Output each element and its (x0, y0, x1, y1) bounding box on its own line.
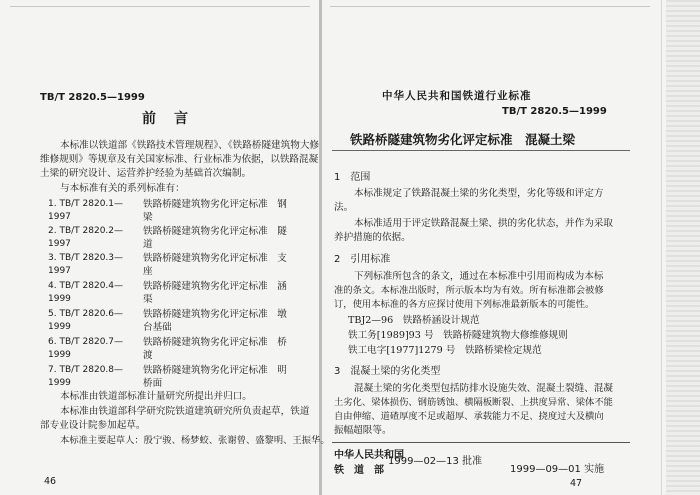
s1-p2-line2: 养护措施的依据。 (334, 232, 411, 243)
left-page (0, 0, 330, 495)
footer-org-line1: 中华人民共和国 (334, 450, 404, 461)
series-item-text: 铁路桥隧建筑物劣化评定标准 桥渡 (143, 337, 287, 361)
standard-title: 铁路桥隧建筑物劣化评定标准 混凝土梁 (350, 132, 576, 147)
series-item-no: 7. TB/T 2820.8—1999 (48, 365, 124, 388)
s3-p1-line4: 振幅超限等。 (334, 425, 392, 436)
series-item-text: 铁路桥隧建筑物劣化评定标准 支座 (143, 253, 287, 277)
left-standard-number: TB/T 2820.5—1999 (40, 92, 145, 103)
title-rule (332, 150, 630, 151)
series-list (48, 198, 294, 392)
right-page-number: 47 (570, 478, 583, 489)
series-item (48, 280, 294, 307)
para1-line2: 维修规则》等规章及有关国家标准、行业标准为依据，以铁路混凝 (40, 154, 319, 165)
footer-rule (332, 442, 630, 443)
s2-p1-line2: 准的条文。本标准出版时，所示版本均为有效。所有标准都会被修 (334, 285, 604, 296)
ref-3: 铁工电字[1977]1279 号 铁路桥梁检定规范 (348, 345, 542, 356)
series-item (48, 336, 294, 363)
s1-p1-line1: 本标准规定了铁路混凝土梁的劣化类型，劣化等级和评定方 (354, 188, 604, 199)
footer-org-line2: 铁 道 部 (334, 465, 384, 476)
series-item-text: 铁路桥隧建筑物劣化评定标准 钢梁 (143, 199, 287, 223)
series-item-no: 4. TB/T 2820.4—1999 (48, 281, 124, 304)
para4-line1: 本标准由铁道部科学研究院铁道建筑研究所负责起草，铁道 (60, 406, 310, 417)
series-item-no: 1. TB/T 2820.1—1997 (48, 199, 124, 222)
series-item (48, 225, 294, 251)
series-item (48, 308, 294, 335)
right-standard-number: TB/T 2820.5—1999 (502, 106, 607, 117)
para3: 本标准由铁道部标准计量研究所提出并归口。 (60, 391, 252, 402)
para1-line3: 土梁的研究设计、运营养护经验为基础首次编制。 (40, 168, 252, 179)
series-item-text: 铁路桥隧建筑物劣化评定标准 明桥面 (143, 365, 287, 389)
series-item-no: 5. TB/T 2820.6—1999 (48, 309, 124, 332)
foreword-heading: 前 言 (142, 111, 190, 127)
ref-1: TBJ2—96 铁路桥涵设计规范 (348, 315, 480, 326)
series-item-text: 铁路桥隧建筑物劣化评定标准 涵渠 (143, 281, 287, 305)
implementation-date: 1999—09—01 实施 (510, 464, 605, 475)
series-item-text: 铁路桥隧建筑物劣化评定标准 墩台基础 (143, 309, 287, 333)
series-item (48, 198, 294, 224)
s3-p1-line3: 自由伸缩、道碴厚度不足或超厚、承载能力不足、挠度过大及横向 (334, 411, 604, 422)
approval-date: 1999—02—13 批准 (388, 456, 483, 467)
section-2-title: 2 引用标准 (334, 254, 391, 265)
ref-2: 铁工务[1989]93 号 铁路桥隧建筑物大修维修规则 (348, 330, 568, 341)
para1-line1: 本标准以铁道部《铁路技术管理规程》、《铁路桥隧建筑物大修 (60, 140, 320, 151)
series-item (48, 252, 294, 279)
series-item (48, 364, 294, 391)
para4-line2: 部专业设计院参加起草。 (40, 420, 146, 431)
s3-p1-line2: 土劣化、梁体损伤、钢筋锈蚀、横隔板断裂、上拱度异常、梁体不能 (334, 397, 613, 408)
s2-p1-line3: 订，使用本标准的各方应探讨使用下列标准最新版本的可能性。 (334, 299, 595, 310)
section-3-title: 3 混凝土梁的劣化类型 (334, 366, 441, 377)
para2: 与本标准有关的系列标准有： (60, 183, 185, 194)
left-page-number: 46 (44, 476, 57, 487)
s1-p1-line2: 法。 (334, 202, 354, 213)
series-item-no: 3. TB/T 2820.3—1997 (48, 253, 124, 276)
s2-p1-line1: 下列标准所包含的条文，通过在本标准中引用而构成为本标 (354, 271, 604, 282)
para5: 本标准主要起草人：殷宁骏、杨梦蛟、张谢曾、盛黎明、王振华。 (60, 435, 330, 446)
issuing-org: 中华人民共和国铁道行业标准 (382, 90, 532, 102)
section-1-title: 1 范围 (334, 172, 371, 183)
series-item-no: 2. TB/T 2820.2—1997 (48, 226, 124, 249)
right-page (322, 0, 700, 495)
s3-p1-line1: 混凝土梁的劣化类型包括防排水设施失效、混凝土裂缝、混凝 (354, 383, 614, 394)
series-item-text: 铁路桥隧建筑物劣化评定标准 隧道 (143, 226, 287, 250)
s1-p2-line1: 本标准适用于评定铁路混凝土梁、拱的劣化状态，并作为采取 (354, 218, 614, 229)
series-item-no: 6. TB/T 2820.7—1999 (48, 337, 124, 360)
